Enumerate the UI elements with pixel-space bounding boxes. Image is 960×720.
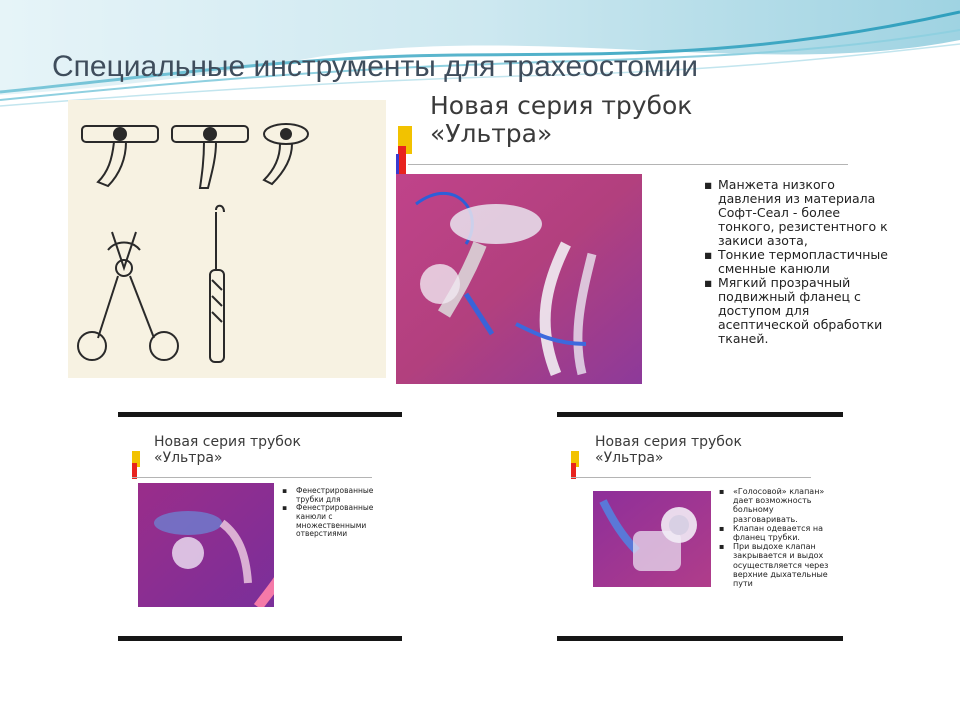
speaking-valve-photo xyxy=(593,491,711,587)
right-bullet-1: ▪ «Голосовой» клапан» дает возможность больному разговаривать. xyxy=(719,487,839,524)
left-bullet-1: ▪ Фенестрированные трубки для xyxy=(282,487,398,504)
right-slide-bottom-band xyxy=(557,636,843,641)
left-slide-bullets xyxy=(282,487,398,539)
right-slide-bullets xyxy=(719,487,839,588)
fenestrated-tube-photo xyxy=(138,483,274,607)
left-slide-heading xyxy=(154,435,301,466)
left-slide-bottom-band xyxy=(118,636,402,641)
right-slide xyxy=(557,417,843,637)
main-bullet-3: ▪ Мягкий прозрачный подвижный фланец с доступом для асептической обработки тканей. xyxy=(704,276,900,346)
left-bullet-2: ▪ Фенестрированные канюли с множественными отверстиями xyxy=(282,504,398,539)
slide-decor-red xyxy=(398,146,406,174)
main-slide-heading xyxy=(430,92,692,148)
right-slide-heading-line1: Новая серия трубок xyxy=(595,434,742,450)
right-slide-heading xyxy=(595,435,742,466)
main-slide xyxy=(396,88,906,386)
tracheostomy-instruments-drawing xyxy=(68,100,386,378)
slide-divider xyxy=(132,477,372,478)
right-bullet-3: ▪ При выдохе клапан закрывается и выдох осуществляется через верхние дыхательные пути xyxy=(719,542,839,588)
left-slide-heading-line2: «Ультра» xyxy=(154,449,223,466)
left-slide xyxy=(118,417,402,637)
main-slide-heading-line1: Новая серия трубок xyxy=(430,91,693,120)
right-bullet-2: ▪ Клапан одевается на фланец трубки. xyxy=(719,524,839,542)
right-slide-heading-line2: «Ультра» xyxy=(595,449,664,466)
page-title: Специальные инструменты для трахеостомии xyxy=(52,50,699,83)
main-bullet-2: ▪ Тонкие термопластичные сменные канюли xyxy=(704,248,900,276)
instrument-sketch-panel xyxy=(68,100,386,378)
left-slide-heading-line1: Новая серия трубок xyxy=(154,434,301,450)
slide-divider xyxy=(571,477,811,478)
main-slide-heading-line2: «Ультра» xyxy=(430,119,553,148)
main-slide-bullets xyxy=(704,178,900,346)
slide-decor-blue xyxy=(396,154,399,174)
slide-divider xyxy=(408,164,848,165)
main-bullet-1: ▪ Манжета низкого давления из материала Софт-Сеал - более тонкого, резистентного к закиси азота, xyxy=(704,178,900,248)
tracheostomy-tube-photo xyxy=(396,174,642,384)
